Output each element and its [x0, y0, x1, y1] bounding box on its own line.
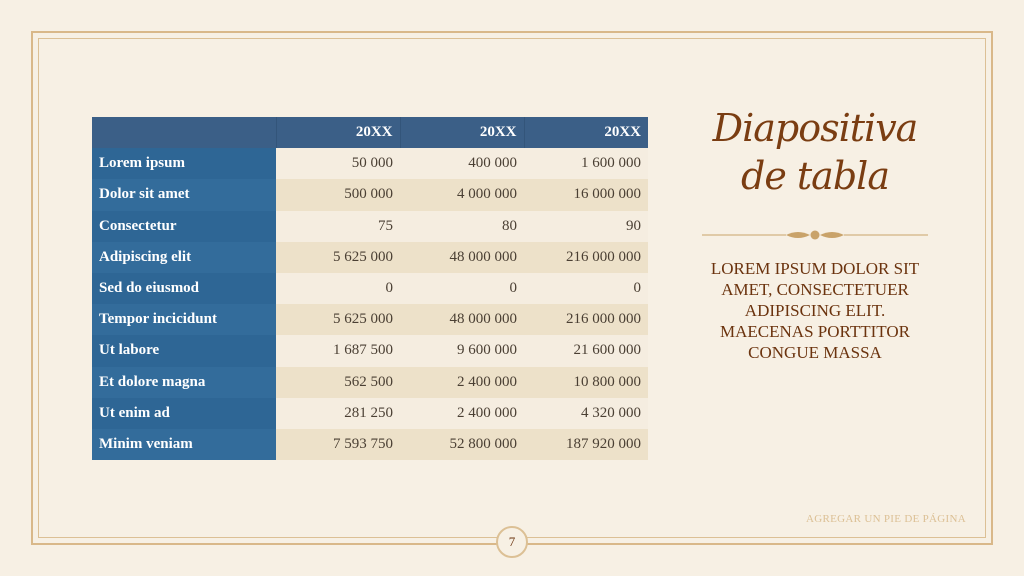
table-cell: 1 687 500: [276, 335, 400, 366]
table-cell: 2 400 000: [400, 398, 524, 429]
table-cell: 281 250: [276, 398, 400, 429]
table-cell: 16 000 000: [524, 179, 648, 210]
table-cell: 7 593 750: [276, 429, 400, 460]
table-row: [92, 304, 648, 335]
row-label: Sed do eiusmod: [92, 273, 276, 304]
table-cell: 1 600 000: [524, 148, 648, 179]
table-cell: 562 500: [276, 367, 400, 398]
slide-title: [700, 104, 930, 200]
column-header: 20XX: [276, 117, 400, 148]
table-row: [92, 211, 648, 242]
table-cell: 75: [276, 211, 400, 242]
page-number-label: 7: [508, 534, 516, 549]
page-number: [496, 526, 528, 558]
table-cell: 2 400 000: [400, 367, 524, 398]
row-label: Minim veniam: [92, 429, 276, 460]
table-cell: 187 920 000: [524, 429, 648, 460]
row-label: Ut enim ad: [92, 398, 276, 429]
table-cell: 10 800 000: [524, 367, 648, 398]
slide-title-line-1: Diapositiva: [712, 106, 918, 150]
row-label: Lorem ipsum: [92, 148, 276, 179]
table-cell: 0: [524, 273, 648, 304]
row-label: Tempor incicidunt: [92, 304, 276, 335]
slide-title-line-2: de tabla: [741, 154, 889, 198]
table-cell: 5 625 000: [276, 242, 400, 273]
footer-text[interactable]: AGREGAR UN PIE DE PÁGINA: [806, 513, 966, 525]
table-row: [92, 398, 648, 429]
ornament-divider-icon: [702, 227, 928, 243]
table-cell: 5 625 000: [276, 304, 400, 335]
table-cell: 48 000 000: [400, 304, 524, 335]
table-row: [92, 148, 648, 179]
table-cell: 500 000: [276, 179, 400, 210]
table-cell: 52 800 000: [400, 429, 524, 460]
table-row: [92, 273, 648, 304]
table-cell: 216 000 000: [524, 304, 648, 335]
table-header-row: [92, 117, 648, 148]
row-label: Et dolore magna: [92, 367, 276, 398]
table-row: [92, 429, 648, 460]
table-cell: 4 320 000: [524, 398, 648, 429]
column-header: 20XX: [400, 117, 524, 148]
table-cell: 48 000 000: [400, 242, 524, 273]
table-row: [92, 335, 648, 366]
row-label: Consectetur: [92, 211, 276, 242]
row-label: Dolor sit amet: [92, 179, 276, 210]
table-cell: 50 000: [276, 148, 400, 179]
table-cell: 4 000 000: [400, 179, 524, 210]
row-label: Adipiscing elit: [92, 242, 276, 273]
table-cell: 400 000: [400, 148, 524, 179]
table-cell: 216 000 000: [524, 242, 648, 273]
table-cell: 80: [400, 211, 524, 242]
table-cell: 9 600 000: [400, 335, 524, 366]
slide-subtitle: LOREM IPSUM DOLOR SIT AMET, CONSECTETUER ADIPISCING ELIT. MAECENAS PORTTITOR CONGUE MASSA: [710, 259, 920, 362]
table-cell: 21 600 000: [524, 335, 648, 366]
table-cell: 90: [524, 211, 648, 242]
data-table: [92, 117, 648, 460]
table-row: [92, 242, 648, 273]
column-header: 20XX: [524, 117, 648, 148]
table-cell: 0: [400, 273, 524, 304]
table-row: [92, 367, 648, 398]
table-corner-cell: [92, 117, 276, 148]
row-label: Ut labore: [92, 335, 276, 366]
table-cell: 0: [276, 273, 400, 304]
table-row: [92, 179, 648, 210]
